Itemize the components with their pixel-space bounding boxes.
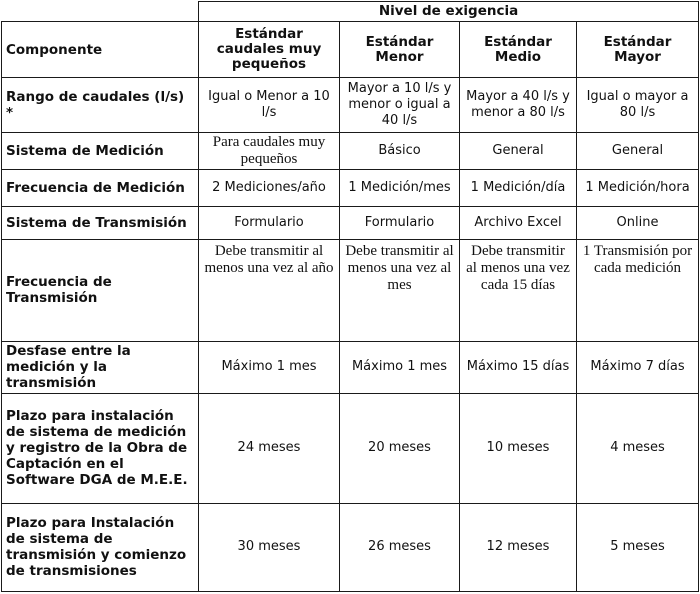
cell-value: 1 Transmisión por cada medición [577, 240, 699, 341]
table-row [2, 393, 699, 503]
table-row [2, 503, 699, 591]
row-label: Sistema de Transmisión [2, 207, 199, 240]
cell-value: Igual o mayor a 80 l/s [577, 78, 699, 133]
cell-value: Online [577, 207, 699, 240]
cell-value: 1 Medición/día [460, 170, 577, 207]
cell-value: 5 meses [577, 503, 699, 591]
table-row [2, 133, 699, 170]
row-label: Frecuencia de Medición [2, 170, 199, 207]
cell-value: 1 Medición/hora [577, 170, 699, 207]
level-header: Estándar Mayor [577, 22, 699, 78]
level-header: Estándar Medio [460, 22, 577, 78]
row-label: Rango de caudales (l/s) * [2, 78, 199, 133]
cell-value: Archivo Excel [460, 207, 577, 240]
cell-value: 4 meses [577, 393, 699, 503]
row-label: Plazo para instalación de sistema de medición y registro de la Obra de Captación en el Software DGA de M.E.E. [2, 393, 199, 503]
cell-value: General [577, 133, 699, 170]
cell-value: Formulario [340, 207, 460, 240]
cell-value: Máximo 1 mes [340, 341, 460, 393]
cell-value: 20 meses [340, 393, 460, 503]
cell-value: 10 meses [460, 393, 577, 503]
level-header: Estándar Menor [340, 22, 460, 78]
cell-value: Mayor a 40 l/s y menor a 80 l/s [460, 78, 577, 133]
table-row [2, 341, 699, 393]
cell-value: Máximo 7 días [577, 341, 699, 393]
row-label: Frecuencia de Transmisión [2, 240, 199, 341]
group-header: Nivel de exigencia [199, 2, 699, 22]
cell-value: Máximo 1 mes [199, 341, 340, 393]
cell-value: 1 Medición/mes [340, 170, 460, 207]
exigency-table [1, 1, 699, 592]
table-row [2, 207, 699, 240]
cell-value: Mayor a 10 l/s y menor o igual a 40 l/s [340, 78, 460, 133]
header-row-levels [2, 22, 699, 78]
cell-value: 26 meses [340, 503, 460, 591]
cell-value: Formulario [199, 207, 340, 240]
cell-value: General [460, 133, 577, 170]
cell-value: Debe transmitir al menos una vez cada 15 días [460, 240, 577, 341]
cell-value: Básico [340, 133, 460, 170]
table-row [2, 240, 699, 341]
table-row [2, 78, 699, 133]
level-header: Estándar caudales muy pequeños [199, 22, 340, 78]
table-row [2, 170, 699, 207]
header-blank-cell [2, 2, 199, 22]
cell-value: 12 meses [460, 503, 577, 591]
row-label: Sistema de Medición [2, 133, 199, 170]
cell-value: Máximo 15 días [460, 341, 577, 393]
cell-value: 24 meses [199, 393, 340, 503]
row-label: Desfase entre la medición y la transmisión [2, 341, 199, 393]
cell-value: Debe transmitir al menos una vez al año [199, 240, 340, 341]
cell-value: 30 meses [199, 503, 340, 591]
cell-value: Igual o Menor a 10 l/s [199, 78, 340, 133]
row-label: Plazo para Instalación de sistema de transmisión y comienzo de transmisiones [2, 503, 199, 591]
header-row-group [2, 2, 699, 22]
cell-value: Debe transmitir al menos una vez al mes [340, 240, 460, 341]
component-header: Componente [2, 22, 199, 78]
cell-value: Para caudales muy pequeños [199, 133, 340, 170]
cell-value: 2 Mediciones/año [199, 170, 340, 207]
